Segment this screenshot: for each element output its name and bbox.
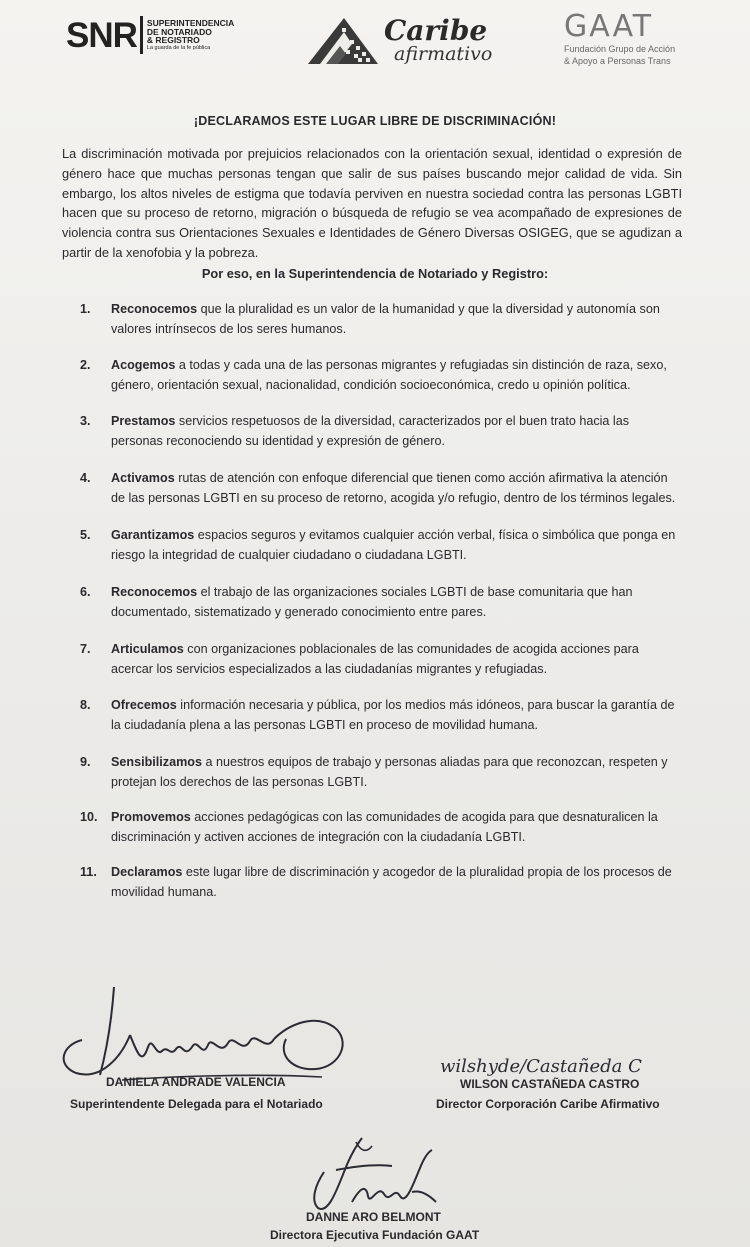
signature-wilson-drawing	[436, 1048, 676, 1080]
item-verb: Reconocemos	[111, 302, 198, 316]
item-verb: Declaramos	[111, 865, 183, 879]
item-number: 3.	[80, 414, 91, 428]
snr-logo-divider	[140, 16, 143, 54]
gaat-logo-mark: GAAT	[564, 9, 654, 44]
item-verb: Ofrecemos	[111, 698, 177, 712]
item-number: 11.	[80, 865, 97, 879]
item-number: 1.	[80, 302, 91, 316]
item-text: el trabajo de las organizaciones sociales LGBTI de base comunitaria que han documentado, sistematizado y generado conocimiento entre pares.	[111, 585, 633, 619]
signatory-role-danne: Directora Ejecutiva Fundación GAAT	[270, 1228, 480, 1242]
snr-logo-text	[147, 19, 234, 51]
snr-logo-line-2: DE NOTARIADO	[146, 26, 212, 37]
item-verb: Prestamos	[111, 414, 176, 428]
item-verb: Articulamos	[111, 642, 184, 656]
list-item	[80, 640, 680, 679]
item-verb: Garantizamos	[111, 528, 195, 542]
list-item	[80, 356, 680, 395]
snr-logo-line-1: SUPERINTENDENCIA	[146, 18, 235, 28]
item-text: espacios seguros y evitamos cualquier acción verbal, física o simbólica que ponga en riesgo la integridad de cualquier ciudadano o ciudadana LGBTI.	[111, 528, 676, 562]
item-verb: Activamos	[111, 471, 175, 485]
snr-logo	[66, 16, 234, 54]
item-verb: Acogemos	[111, 358, 176, 372]
item-text: rutas de atención con enfoque diferencial que tienen como acción afirmativa la atención de las personas LGBTI en su proceso de retorno, acogida y/o refugio, dentro de los términos legales.	[111, 471, 676, 505]
item-text: servicios respetuosos de la diversidad, caracterizados por el buen trato hacia las personas reconociendo su identidad y expresión de género.	[111, 414, 630, 448]
item-number: 6.	[80, 585, 91, 599]
caribe-logo-title: Caribe	[384, 13, 488, 47]
list-item	[80, 300, 680, 339]
item-text: información necesaria y pública, por los medios más idóneos, para buscar la garantía de la ciudadanía plena a las personas LGBTI en proceso de movilidad humana.	[111, 698, 675, 732]
gaat-logo	[564, 9, 694, 67]
item-text: con organizaciones poblacionales de las comunidades de acogida acciones para acercar los servicios especializados a las ciudadanías migrantes y refugiadas.	[111, 642, 639, 676]
list-item	[80, 526, 680, 565]
caribe-logo-subtitle: afirmativo	[394, 42, 493, 65]
item-text: a todas y cada una de las personas migrantes y refugiadas sin distinción de raza, sexo, género, orientación sexual, nacionalidad, condición socioeconómica, credo u opinión política.	[111, 358, 667, 392]
snr-logo-tagline: La guarda de la fe pública	[146, 44, 211, 51]
item-verb: Promovemos	[111, 810, 191, 824]
item-text: acciones pedagógicas con las comunidades de acogida para que desnaturalicen la discriminación y activen acciones de integración con la ciudadanía LGBTI.	[111, 810, 658, 844]
caribe-triangle-icon	[306, 14, 380, 66]
list-item	[80, 412, 680, 451]
list-item	[80, 753, 680, 792]
signatory-name-danne: DANNE ARO BELMONT	[306, 1210, 441, 1224]
item-verb: Reconocemos	[111, 585, 198, 599]
signatory-role-daniela: Superintendente Delegada para el Notariado	[70, 1097, 323, 1111]
item-text: este lugar libre de discriminación y acogedor de la pluralidad propia de los procesos de movilidad humana.	[111, 865, 672, 899]
gaat-logo-line-2: & Apoyo a Personas Trans	[564, 56, 671, 67]
list-item	[80, 808, 680, 847]
snr-logo-mark: SNR	[66, 15, 137, 55]
item-number: 5.	[80, 528, 91, 542]
item-text: a nuestros equipos de trabajo y personas aliadas para que reconozcan, respeten y protejan los derechos de las personas LGBTI.	[111, 755, 668, 789]
snr-logo-line-3: & REGISTRO	[146, 35, 200, 45]
list-item	[80, 696, 680, 735]
signature-daniela-drawing	[52, 985, 352, 1085]
list-item	[80, 583, 680, 622]
item-number: 8.	[80, 698, 91, 712]
document-title: ¡DECLARAMOS ESTE LUGAR LIBRE DE DISCRIMINACIÓN!	[193, 114, 557, 128]
item-text: que la pluralidad es un valor de la humanidad y que la diversidad y autonomía son valores intrínsecos de los seres humanos.	[111, 302, 660, 336]
gaat-logo-line-1: Fundación Grupo de Acción	[564, 44, 676, 54]
list-item	[80, 863, 680, 902]
signatory-name-wilson: WILSON CASTAÑEDA CASTRO	[460, 1077, 640, 1091]
signatory-name-daniela: DANIELA ANDRADE VALENCIA	[106, 1075, 286, 1089]
list-item	[80, 469, 680, 508]
item-number: 2.	[80, 358, 91, 372]
intro-paragraph: La discriminación motivada por prejuicios relacionados con la orientación sexual, identidad o expresión de género hace que muchas personas tengan que salir de sus países buscando mejor calidad de vida. Sin embargo, los altos niveles de estigma que todavía perviven en nuestra sociedad contra las personas LGBTI hacen que su proceso de retorno, migración o búsqueda de refugio se vea acompañado de expresiones de violencia contra sus Orientaciones Sexuales e Identidades de Género Diversas OSIGEG, que se agudizan a partir de la xenofobia y la pobreza.	[62, 146, 682, 261]
item-number: 10.	[80, 810, 98, 824]
item-number: 9.	[80, 755, 91, 769]
signatory-role-wilson: Director Corporación Caribe Afirmativo	[436, 1097, 660, 1111]
signature-wilson-text: wilshyde/Castañeda C	[440, 1056, 642, 1077]
item-verb: Sensibilizamos	[111, 755, 202, 769]
item-number: 4.	[80, 471, 91, 485]
signature-danne-drawing	[296, 1132, 446, 1214]
caribe-afirmativo-logo	[306, 14, 492, 66]
item-number: 7.	[80, 642, 91, 656]
commitments-heading: Por eso, en la Superintendencia de Notariado y Registro:	[201, 266, 549, 281]
